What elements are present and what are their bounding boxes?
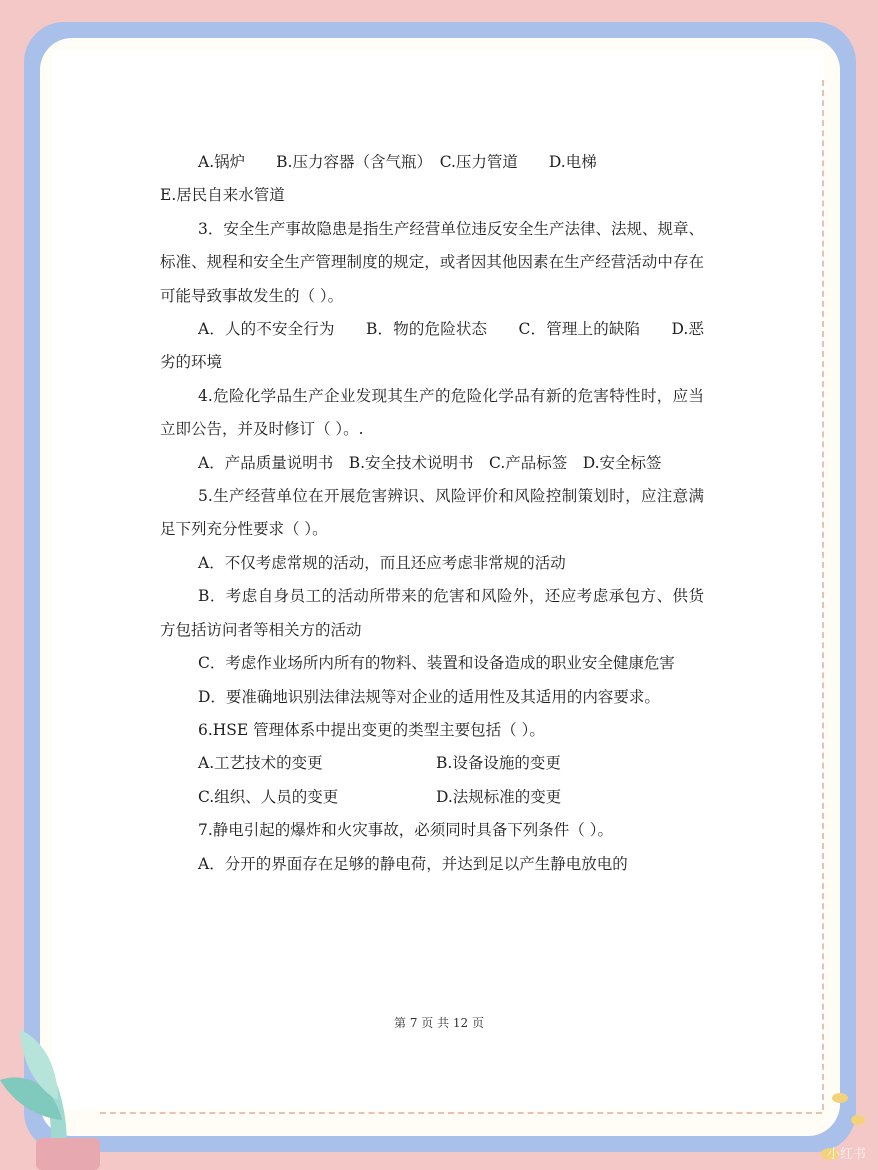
q6-option-a: A.工艺技术的变更 <box>198 754 323 773</box>
plant-decoration-icon <box>0 1010 120 1170</box>
q6-options-row-2 <box>160 781 704 814</box>
watermark: 小红书 <box>826 1147 866 1162</box>
q6-options-row-1 <box>160 747 704 780</box>
q5-option-d: D．要准确地识别法律法规等对企业的适用性及其适用的内容要求。 <box>198 687 660 706</box>
question-3: 3．安全生产事故隐患是指生产经营单位违反安全生产法律、法规、规章、标准、规程和安全生产管理制度的规定，或者因其他因素在生产经营活动中存在可能导致事故发生的（ ）。 <box>160 219 704 305</box>
q5-option-a: A．不仅考虑常规的活动，而且还应考虑非常规的活动 <box>198 553 566 572</box>
q2-option-e: E.居民自来水管道 <box>160 186 285 205</box>
document-text <box>160 146 704 881</box>
q6-option-c: C.组织、人员的变更 <box>198 787 339 806</box>
q6-option-d: D.法规标准的变更 <box>436 787 562 806</box>
q5-option-b: B．考虑自身员工的活动所带来的危害和风险外，还应考虑承包方、供货方包括访问者等相关方的活动 <box>160 587 704 639</box>
q2-options: A.锅炉 B.压力容器（含气瓶） C.压力管道 D.电梯 <box>198 153 597 171</box>
page-footer: 第 7 页 共 12 页 <box>394 1016 484 1030</box>
q4-options: A．产品质量说明书 B.安全技术说明书 C.产品标签 D.安全标签 <box>198 453 662 472</box>
dashed-border-bottom <box>100 1112 822 1114</box>
dashed-border-right <box>822 80 824 1110</box>
q6-option-b: B.设备设施的变更 <box>436 754 561 773</box>
question-6: 6.HSE 管理体系中提出变更的类型主要包括（ ）。 <box>198 720 545 739</box>
question-7: 7.静电引起的爆炸和火灾事故，必须同时具备下列条件（ ）。 <box>198 821 613 840</box>
question-4: 4.危险化学品生产企业发现其生产的危险化学品有新的危害特性时，应当立即公告，并及时修订（ ）。. <box>160 386 704 439</box>
q7-option-a: A．分开的界面存在足够的静电荷，并达到足以产生静电放电的 <box>198 854 628 873</box>
question-5: 5.生产经营单位在开展危害辨识、风险评价和风险控制策划时，应注意满足下列充分性要求（ ）。 <box>160 487 704 539</box>
q3-options: A．人的不安全行为 B．物的危险状态 C．管理上的缺陷 D.恶劣的环境 <box>160 320 704 372</box>
q5-option-c: C．考虑作业场所内所有的物料、装置和设备造成的职业安全健康危害 <box>198 654 675 673</box>
